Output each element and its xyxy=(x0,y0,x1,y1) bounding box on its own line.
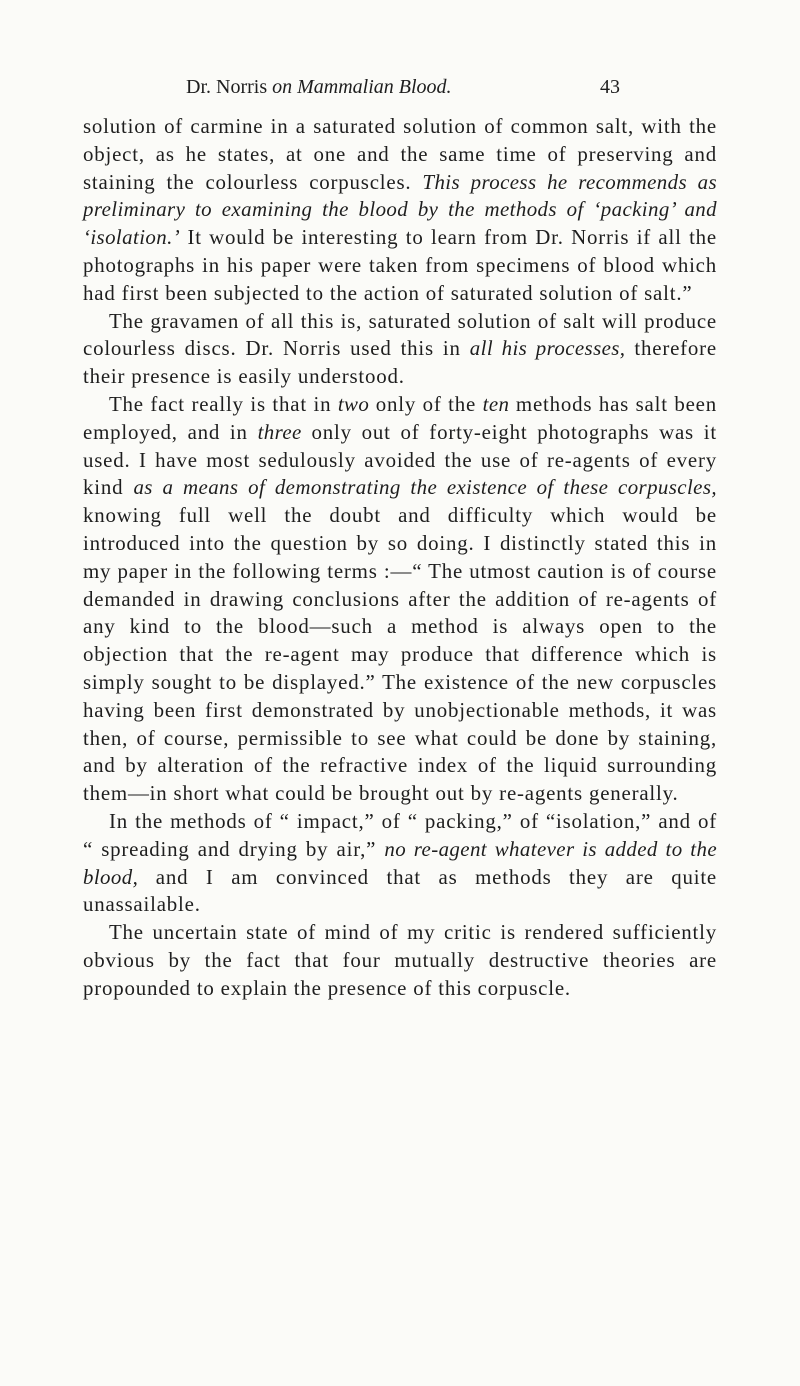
paragraph xyxy=(83,808,717,919)
text-run: methods has salt been employed, and in xyxy=(83,391,717,444)
page-number: 43 xyxy=(600,76,620,98)
text-run: In the methods of “ impact,” of “ packing,” of “isolation,” and of “ spreading and drying by air,” xyxy=(83,808,717,861)
paragraph xyxy=(83,391,717,808)
running-header xyxy=(186,74,620,100)
text-run: The gravamen of all this is, saturated solution of salt will produce colourless discs. Dr. Norris used this in xyxy=(83,308,717,361)
italic-text: no re-agent whatever is added to the blood, xyxy=(83,836,717,889)
text-run: solution of carmine in a saturated solution of common salt, with the object, as he states, at one and the same time of preserving and staining the colourless corpuscles. xyxy=(83,114,717,194)
text-run: The fact really is that in xyxy=(109,391,338,416)
paragraph xyxy=(83,113,717,308)
italic-text: ten xyxy=(482,391,510,416)
italic-text: as a means of demonstrating the existence of these corpuscles, xyxy=(133,475,717,500)
italic-text: three xyxy=(257,419,302,444)
text-run: and I am convinced that as methods they are quite unassailable. xyxy=(83,864,717,917)
header-author: Dr. Norris xyxy=(186,76,268,98)
text-run: only of the xyxy=(369,391,483,416)
italic-text: This process he recommends as preliminary to examining the blood by the methods of ‘packing’ and ‘isolation.’ xyxy=(83,169,718,250)
body-text xyxy=(83,113,717,1003)
paragraph xyxy=(83,919,717,1002)
italic-text: all his processes, xyxy=(469,336,626,361)
text-run: The uncertain state of mind of my critic is rendered sufficiently obvious by the fact that four mutually destructive theories are propounded to explain the presence of this corpuscle. xyxy=(83,920,717,1000)
italic-text: two xyxy=(337,391,370,416)
header-title: on Mammalian Blood. xyxy=(272,76,452,98)
text-run: only out of forty-eight photographs was it used. I have most sedulously avoided the use of re-agents of every kind xyxy=(83,419,717,500)
text-run: It would be interesting to learn from Dr. Norris if all the photographs in his paper were taken from specimens of blood which had first been subjected to the action of saturated solution of salt.” xyxy=(83,225,717,305)
text-run: therefore their presence is easily understood. xyxy=(83,336,717,389)
paragraph xyxy=(83,308,717,391)
text-run: knowing full well the doubt and difficulty which would be introduced into the question by so doing. I distinctly stated this in my paper in the following terms :—“ The utmost caution is of course demanded in drawing conclusions after the addition of re-agents of any kind to the blood—such a method is always open to the objection that the re-agent may produce that difference which is simply sought to be displayed.” The existence of the new corpuscles having been first demonstrated by unobjectionable methods, it was then, of course, permissible to see what could be done by staining, and by alteration of the refractive index of the liquid surrounding them—in short what could be brought out by re-agents generally. xyxy=(83,503,717,806)
